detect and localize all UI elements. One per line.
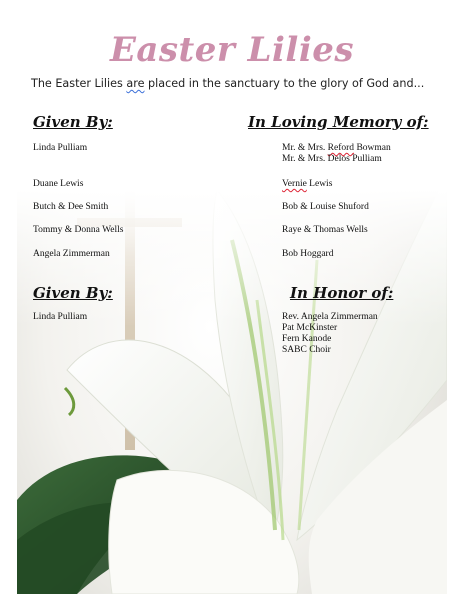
honoree-name: Fern Kanode bbox=[282, 334, 332, 344]
memory-first-name: Reford bbox=[327, 143, 355, 153]
dedication-line bbox=[31, 77, 447, 90]
dedication-are: are bbox=[126, 77, 145, 90]
memory-name: Raye & Thomas Wells bbox=[282, 225, 368, 235]
memory-last-name: Lewis bbox=[306, 179, 333, 189]
dedication-part2: placed in the sanctuary to the glory of God and... bbox=[144, 77, 425, 90]
giver-name: Linda Pulliam bbox=[33, 312, 88, 322]
document-page bbox=[17, 0, 447, 594]
giver-name: Tommy & Donna Wells bbox=[33, 225, 124, 235]
honoree-name: Pat McKinster bbox=[282, 323, 338, 333]
given-by-heading: Given By: bbox=[33, 113, 113, 131]
memory-name bbox=[282, 179, 332, 190]
honoree-name: SABC Choir bbox=[282, 345, 331, 355]
giver-name: Angela Zimmerman bbox=[33, 249, 110, 259]
memory-name bbox=[282, 143, 391, 154]
memory-first-name: Vernie bbox=[282, 179, 307, 189]
given-by-heading: Given By: bbox=[33, 284, 113, 302]
memory-suffix: Bowman bbox=[354, 143, 391, 153]
memory-name: Bob & Louise Shuford bbox=[282, 202, 369, 212]
in-honor-of-heading: In Honor of: bbox=[290, 284, 394, 302]
honoree-name: Rev. Angela Zimmerman bbox=[282, 312, 378, 322]
page-title: Easter Lilies bbox=[109, 30, 355, 70]
in-loving-memory-heading: In Loving Memory of: bbox=[248, 113, 429, 131]
giver-name: Duane Lewis bbox=[33, 179, 84, 189]
dedication-part1: The Easter Lilies bbox=[31, 77, 127, 90]
memory-name: Mr. & Mrs. Delos Pulliam bbox=[282, 154, 382, 164]
giver-name: Butch & Dee Smith bbox=[33, 202, 109, 212]
memory-prefix: Mr. & Mrs. bbox=[282, 143, 328, 153]
memory-name: Bob Hoggard bbox=[282, 249, 334, 259]
giver-name: Linda Pulliam bbox=[33, 143, 88, 153]
